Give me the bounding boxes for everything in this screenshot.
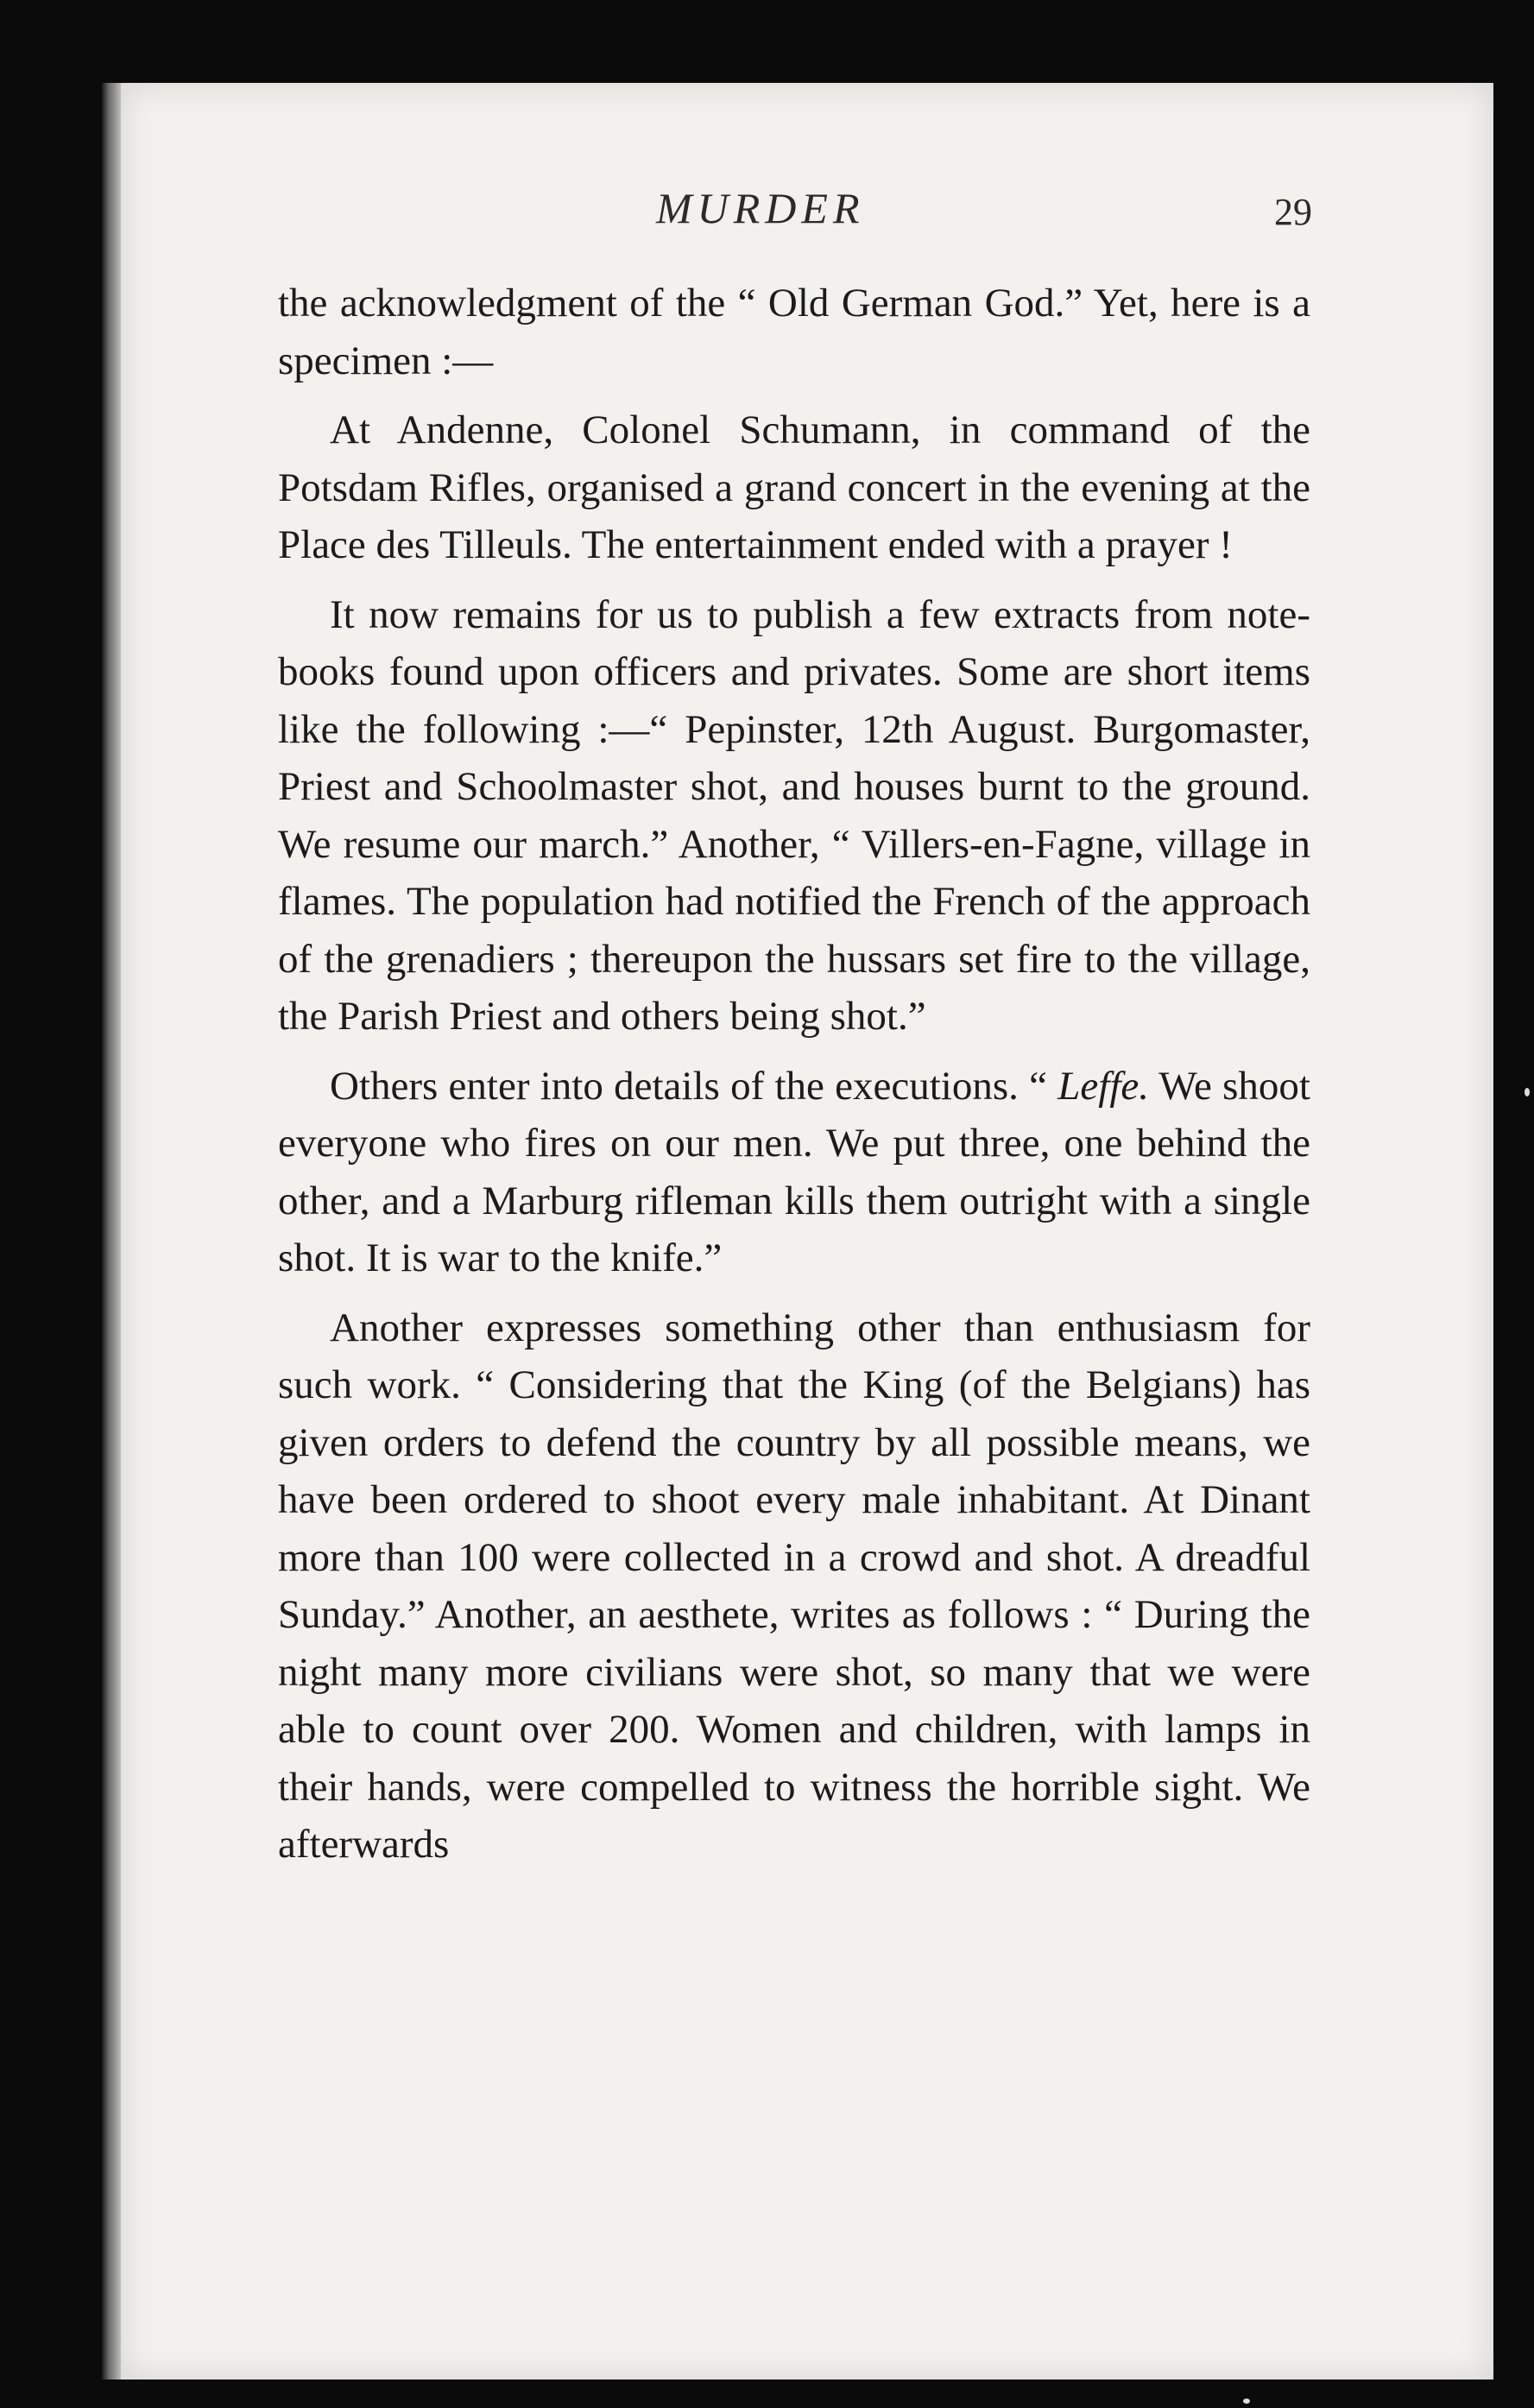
paragraph-executions-text-after: We shoot everyone who fires on our men. We put three, one behind the other, and a Marburg rifleman kills them outright with a single shot. It is war to the knife.” [278,1063,1310,1280]
body-text [278,275,1310,1886]
page-header [276,183,1312,243]
paragraph-andenne: At Andenne, Colonel Schumann, in command of the Potsdam Rifles, organised a grand concert in the evening at the Place des Tilleuls. The entertainment ended with a prayer ! [278,408,1310,567]
paragraph-dinant: Another expresses something other than enthusiasm for such work. “ Considering that the King (of the Belgians) has given orders to defend the country by all possible means, we have been ordered to shoot every male inhabitant. At Dinant more than 100 were collected in a crowd and shot. A dreadful Sunday.” Another, an aesthete, writes as follows : “ During the night many more civilians were shot, so many that we were able to count over 200. Women and children, with lamps in their hands, were compelled to witness the horrible sight. We afterwards [278,1305,1310,1867]
scan-speck [1525,1088,1530,1097]
paragraph-executions-text-before: Others enter into details of the executions. “ [330,1063,1058,1109]
scan-speck [1243,2399,1250,2404]
place-name-leffe: Leffe. [1057,1063,1150,1109]
running-head: MURDER [656,184,865,232]
page-number: 29 [1274,191,1312,233]
paragraph-continuation: the acknowledgment of the “ Old German God.” Yet, here is a specimen :— [278,281,1310,383]
paragraph-executions [278,1058,1310,1287]
paragraph-note-books: It now remains for us to publish a few extracts from note-books found upon officers and privates. Some are short items like the following :—“ Pepinster, 12th August. Burgomaster, Priest and Schoolmaster shot, and houses burnt to the ground. We resume our march.” Another, “ Villers-en-Fagne, village in flames. The population had notified the French of the approach of the grenadiers ; thereupon the hussars set fire to the village, the Parish Priest and others being shot.” [278,591,1310,1039]
